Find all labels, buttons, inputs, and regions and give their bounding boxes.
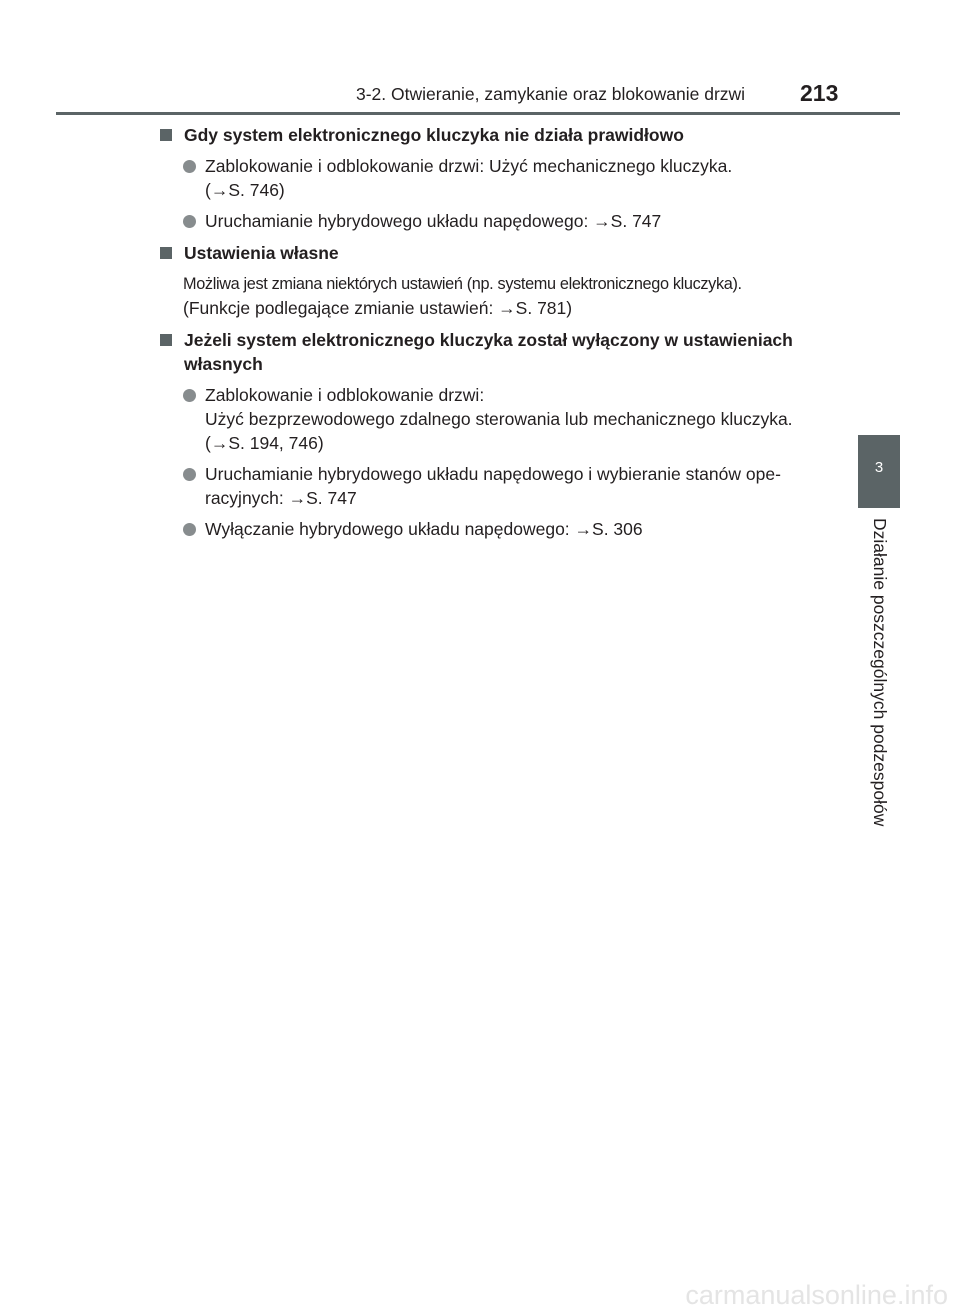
page-reference: (→S. 194, 746) [205,433,324,453]
circle-bullet-icon [183,523,196,536]
page-content [160,123,836,549]
heading-text: Ustawienia własne [184,243,339,263]
circle-bullet-icon [183,468,196,481]
list-item-text: Zablokowanie i odblokowanie drzwi: [205,385,485,405]
chapter-tab [858,435,900,508]
chapter-side-label [858,518,900,858]
list-item-text: Uruchamianie hybrydowego układu napędowego: →S. 747 [205,211,662,231]
circle-bullet-icon [183,389,196,402]
list-item [160,154,836,202]
chapter-number: 3 [874,459,884,476]
section-malfunction [160,123,836,233]
section-heading [160,241,836,265]
section-heading [160,123,836,147]
list-item [160,517,836,541]
note-text: (Funkcje podlegające zmianie ustawień: →S. 781) [183,298,573,318]
chapter-title: Działanie poszczególnych podzespołów [870,518,890,827]
list-item-text: Użyć bezprzewodowego zdalnego sterowania lub mechanicznego kluczyka. [205,409,793,429]
list-item [160,462,836,510]
square-bullet-icon [160,247,172,259]
list-item [160,209,836,233]
heading-text: Gdy system elektronicznego kluczyka nie działa prawidłowo [184,125,684,145]
square-bullet-icon [160,129,172,141]
note-paragraph [160,272,836,320]
header-divider [56,112,900,115]
list-item-text: racyjnych: →S. 747 [205,488,357,508]
watermark: carmanualsonline.info [685,1280,948,1310]
heading-text: Jeżeli system elektronicznego kluczyka został wyłączony w ustawieniach [184,330,793,350]
heading-text: własnych [184,354,263,374]
list-item [160,383,836,455]
list-item-text: Wyłączanie hybrydowego układu napędowego: →S. 306 [205,519,643,539]
section-heading [160,328,836,376]
page-reference: (→S. 746) [205,180,285,200]
square-bullet-icon [160,334,172,346]
list-item-text: Uruchamianie hybrydowego układu napędowego i wybieranie stanów ope- [205,464,781,484]
section-disabled [160,328,836,541]
list-item-text: Zablokowanie i odblokowanie drzwi: Użyć mechanicznego kluczyka. [205,156,733,176]
circle-bullet-icon [183,160,196,173]
section-title: 3-2. Otwieranie, zamykanie oraz blokowanie drzwi [356,84,746,104]
circle-bullet-icon [183,215,196,228]
section-customization [160,241,836,320]
page-number: 213 [800,80,839,106]
note-text: Możliwa jest zmiana niektórych ustawień (np. systemu elektronicznego kluczyka). [183,275,742,293]
